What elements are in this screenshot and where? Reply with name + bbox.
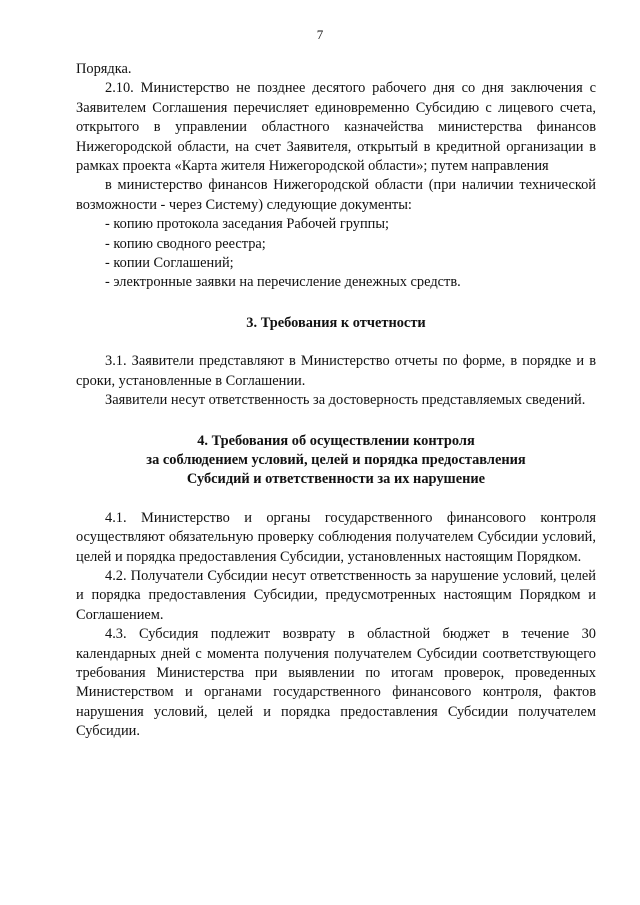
paragraph-4-1: 4.1. Министерство и органы государственного финансового контроля осуществляют обязательную проверку соблюдения получателем Субсидии условий, целей и порядка предоставления Субсидии, установленных настоящим Порядком. bbox=[76, 509, 596, 565]
paragraph-porjadka-tail: Порядка. bbox=[76, 61, 132, 77]
section-4-heading-line-2: за соблюдением условий, целей и порядка предоставления bbox=[146, 451, 526, 468]
list-item: - электронные заявки на перечисление денежных средств. bbox=[105, 274, 461, 291]
section-4-heading-line-1: 4. Требования об осуществлении контроля bbox=[197, 432, 475, 449]
paragraph-3-1: 3.1. Заявители представляют в Министерство отчеты по форме, в порядке и в сроки, установленные в Соглашении. bbox=[76, 353, 596, 389]
paragraph-responsibility: Заявители несут ответственность за достоверность представляемых сведений. bbox=[105, 392, 586, 409]
list-item: - копию протокола заседания Рабочей группы; bbox=[105, 216, 390, 233]
section-4-heading bbox=[76, 432, 596, 490]
paragraph-4-3: 4.3. Субсидия подлежит возврату в областной бюджет в течение 30 календарных дней с момента получения получателем Субсидии соответствующего требования Министерства при выявлении по итогам проверок, проведенных Министерством и органами государственного финансового контроля, фактов нарушения условий, целей и порядка предоставления Субсидии получателем Субсидии. bbox=[76, 626, 596, 740]
section-4-heading-line-3: Субсидий и ответственности за их нарушение bbox=[186, 471, 486, 488]
section-3-heading: 3. Требования к отчетности bbox=[246, 314, 426, 331]
paragraph-2-10: 2.10. Министерство не позднее десятого рабочего дня со дня заключения с Заявителем Соглашения перечисляет единовременно Субсидию с лицевого счета, открытого в управлении областного казначейства министерства финансов Нижегородской области, на счет Заявителя, открытый в кредитной организации в рамках проекта «Карта жителя Нижегородской области»; путем направления bbox=[76, 80, 596, 175]
page-number: 7 bbox=[316, 27, 324, 42]
document-body bbox=[76, 60, 596, 742]
list-item: - копию сводного реестра; bbox=[105, 235, 266, 252]
list-item: - копии Соглашений; bbox=[105, 255, 234, 272]
paragraph-ministry-documents: в министерство финансов Нижегородской области (при наличии технической возможности - через Систему) следующие документы: bbox=[76, 177, 596, 213]
paragraph-4-2: 4.2. Получатели Субсидии несут ответственность за нарушение условий, целей и порядка предоставления Субсидии, предусмотренных настоящим Порядком и Соглашением. bbox=[76, 567, 596, 623]
